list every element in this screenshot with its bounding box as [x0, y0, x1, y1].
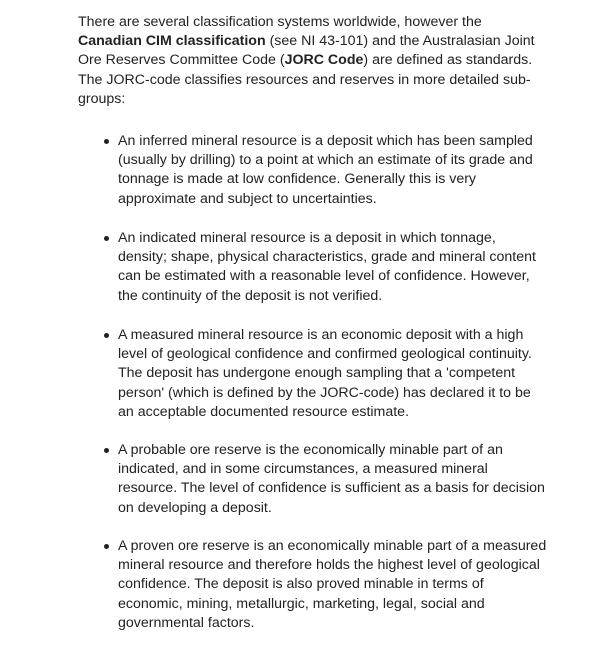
list-item-text: An inferred mineral resource is a deposit which has been sampled (usually by drilling) to a point at which an estimate of its grade and tonnage is made at low confidence. Generally this is very approximate and subject to uncertainties.: [118, 133, 533, 207]
list-item-text: A measured mineral resource is an economic deposit with a high level of geological confidence and confirmed geological continuity. The deposit has undergone enough sampling that a 'competent person' (which is defined by the JORC-code) has declared it to be an acceptable documented resource estimate.: [118, 327, 532, 420]
intro-text-3: ) are defined as standards. The JORC-code classifies resources and reserves in more detailed sub-groups:: [78, 52, 533, 107]
intro-bold-jorc-code: JORC Code: [284, 52, 364, 69]
intro-paragraph: [78, 13, 548, 109]
bullet-icon: [104, 333, 109, 338]
bullet-icon: [104, 236, 109, 241]
list-item-inferred-resource: [118, 132, 548, 209]
intro-text-2: (see NI 43-101) and the Australasian Joint Ore Reserves Committee Code (: [78, 33, 535, 69]
intro-bold-canadian-cim: Canadian CIM classification: [78, 33, 266, 50]
list-item-text: A probable ore reserve is the economically minable part of an indicated, and in some circumstances, a measured mineral resource. The level of confidence is sufficient as a basis for decision on developing a deposit.: [118, 442, 545, 516]
list-item-text: An indicated mineral resource is a deposit in which tonnage, density; shape, physical characteristics, grade and mineral content can be estimated with a reasonable level of confidence. However, the continuity of the deposit is not verified.: [118, 230, 536, 304]
list-item-probable-reserve: [118, 441, 548, 518]
list-item-measured-resource: [118, 326, 548, 422]
list-item-text: A proven ore reserve is an economically minable part of a measured mineral resource and therefore holds the highest level of geological confidence. The deposit is also proved minable in terms of economic, mining, metallurgic, marketing, legal, social and governmental factors.: [118, 538, 547, 631]
bullet-icon: [104, 139, 109, 144]
bullet-icon: [104, 448, 109, 453]
list-item-proven-reserve: [118, 537, 548, 633]
bullet-icon: [104, 544, 109, 549]
intro-text-1: There are several classification systems worldwide, however the: [78, 14, 482, 30]
list-item-indicated-resource: [118, 229, 548, 306]
